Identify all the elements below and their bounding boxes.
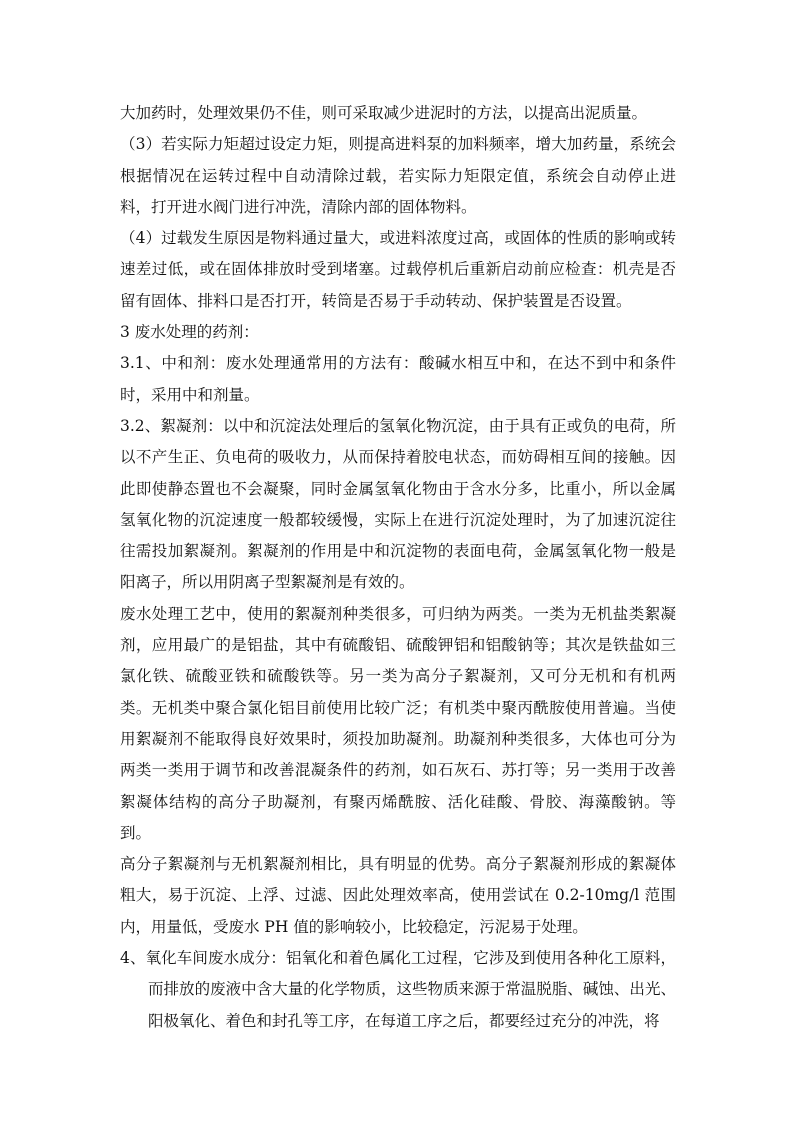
paragraph-continuation: 大加药时，处理效果仍不佳，则可采取减少进泥时的方法，以提高出泥质量。 (120, 104, 648, 122)
paragraph-section-4: 4、氧化车间废水成分：铝氧化和着色属化工过程，它涉及到使用各种化工原料，而排放的废液中含大量的化学物质，这些物质来源于常温脱脂、碱蚀、出光、阳极氧化、着色和封孔等工序，在每道工序之后，都要经过充分的冲洗，将 (120, 949, 676, 1030)
paragraph-item-4: （4）过载发生原因是物料通过量大，或进料浓度过高，或固体的性质的影响或转速差过低，或在固体排放时受到堵塞。过载停机后重新启动前应检查：机壳是否留有固体、排料口是否打开，转筒是否易于手动转动、保护装置是否设置。 (120, 229, 676, 310)
body-text (120, 98, 676, 1037)
paragraph-polymer-flocculant: 高分子絮凝剂与无机絮凝剂相比，具有明显的优势。高分子絮凝剂形成的絮凝体粗大，易于沉淀、上浮、过滤、因此处理效率高，使用尝试在 0.2-10mg/l 范围内，用量低，受废水 PH 值的影响较小，比较稳定，污泥易于处理。 (120, 855, 676, 936)
paragraph-flocculant-types: 废水处理工艺中，使用的絮凝剂种类很多，可归纳为两类。一类为无机盐类絮凝剂，应用最广的是铝盐，其中有硫酸铝、硫酸钾铝和铝酸钠等；其次是铁盐如三氯化铁、硫酸亚铁和硫酸铁等。另一类为高分子絮凝剂，又可分无机和有机两类。无机类中聚合氯化铝目前使用比较广泛；有机类中聚丙酰胺使用普遍。当使用絮凝剂不能取得良好效果时，须投加助凝剂。助凝剂种类很多，大体也可分为两类一类用于调节和改善混凝条件的药剂，如石灰石、苏打等；另一类用于改善絮凝体结构的高分子助凝剂，有聚丙烯酰胺、活化硅酸、骨胶、海藻酸钠。等到。 (120, 604, 676, 842)
paragraph-3-2: 3.2、絮凝剂：以中和沉淀法处理后的氢氧化物沉淀，由于具有正或负的电荷，所以不产生正、负电荷的吸收力，从而保持着胶电状态，而妨碍相互间的接触。因此即使静态置也不会凝聚，同时金属氢氧化物由于含水分多，比重小，所以金属氢氧化物的沉淀速度一般都较缓慢，实际上在进行沉淀处理时，为了加速沉淀往往需投加絮凝剂。絮凝剂的作用是中和沉淀物的表面电荷，金属氢氧化物一般是阳离子，所以用阴离子型絮凝剂是有效的。 (120, 416, 676, 592)
paragraph-3-1: 3.1、中和剂：废水处理通常用的方法有：酸碱水相互中和，在达不到中和条件时，采用中和剂量。 (120, 354, 676, 404)
section-heading-3: 3 废水处理的药剂： (120, 323, 259, 342)
paragraph-item-3: （3）若实际力矩超过设定力矩，则提高进料泵的加料频率，增大加药量，系统会根据情况在运转过程中自动清除过载，若实际力矩限定值，系统会自动停止进料，打开进水阀门进行冲洗，清除内部的固体物料。 (120, 135, 676, 216)
